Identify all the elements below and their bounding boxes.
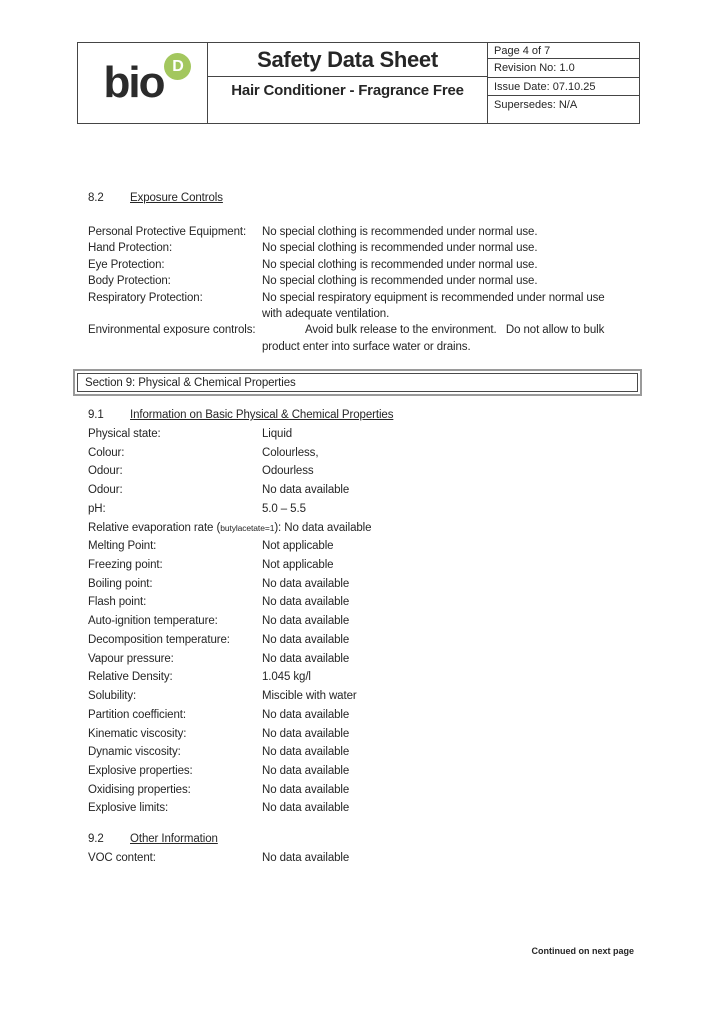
section-number: 9.1 [88, 409, 104, 421]
header-table [77, 42, 640, 124]
row-value: No data available [284, 521, 372, 534]
row-value: 1.045 kg/l [262, 671, 311, 684]
row-label: Flash point: [88, 596, 147, 609]
row-value: No special clothing is recommended under normal use. [262, 258, 538, 271]
row-value: No data available [262, 596, 350, 609]
section-title: Information on Basic Physical & Chemical Properties [130, 409, 394, 421]
row-label: Boiling point: [88, 577, 153, 590]
row-value: 5.0 – 5.5 [262, 502, 306, 515]
table-row [88, 290, 634, 323]
table-row [88, 500, 634, 519]
issue-date: Issue Date: 07.10.25 [488, 78, 639, 96]
row-value: No data available [262, 727, 350, 740]
row-label: Odour: [88, 484, 123, 497]
logo-d-badge [164, 53, 191, 80]
table-row [88, 556, 634, 575]
row-label: Respiratory Protection: [88, 291, 203, 304]
section-number: 9.2 [88, 833, 104, 845]
table-row [88, 631, 634, 650]
section-9-banner-text: Section 9: Physical & Chemical Properties [85, 376, 296, 389]
table-row [88, 650, 634, 669]
table-row [88, 462, 634, 481]
table-row [88, 575, 634, 594]
bio-d-logo [103, 57, 184, 107]
row-value: No data available [262, 652, 350, 665]
row-label: Physical state: [88, 428, 161, 440]
row-label: Personal Protective Equipment: [88, 226, 247, 238]
row-value: No data available [262, 633, 350, 646]
row-value: Miscible with water [262, 690, 357, 703]
row-value: Not applicable [262, 559, 334, 572]
row-label: Auto-ignition temperature: [88, 615, 218, 628]
physical-properties-list [88, 425, 634, 818]
row-label: Colour: [88, 446, 125, 459]
table-row [88, 725, 634, 744]
row-label: Hand Protection: [88, 242, 173, 255]
table-row [88, 273, 634, 289]
row-label: Freezing point: [88, 559, 163, 572]
table-row [88, 257, 634, 273]
row-value: Odourless [262, 465, 314, 478]
row-label: VOC content: [88, 852, 156, 864]
row-value: Colourless, [262, 446, 319, 459]
header-title-cell [208, 43, 488, 123]
table-row [88, 706, 634, 725]
row-value: No special clothing is recommended under normal use. [262, 275, 538, 288]
row-label-subscript: butylacetate=1 [220, 522, 275, 533]
row-label: Explosive limits: [88, 802, 169, 815]
row-value: Not applicable [262, 540, 334, 553]
document-title: Safety Data Sheet [208, 43, 487, 77]
row-label: Vapour pressure: [88, 652, 174, 665]
table-row-evaporation-rate [88, 519, 634, 538]
row-value: Avoid bulk release to the environment. Do not allow to bulk product enter into surface water or drains. [262, 324, 605, 353]
table-row [88, 322, 634, 355]
revision-number: Revision No: 1.0 [488, 59, 639, 78]
section-title: Other Information [130, 833, 218, 845]
row-label: Dynamic viscosity: [88, 746, 181, 759]
row-value: No data available [262, 802, 350, 815]
row-label: Odour: [88, 465, 123, 478]
page-number: Page 4 of 7 [488, 43, 639, 59]
row-value: No data available [262, 484, 350, 497]
row-label: Decomposition temperature: [88, 633, 230, 646]
row-value: No special clothing is recommended under normal use. [262, 242, 538, 255]
row-label: Body Protection: [88, 275, 171, 288]
table-row [88, 593, 634, 612]
row-value: Liquid [262, 428, 293, 440]
row-value: No data available [262, 615, 350, 628]
table-row [88, 537, 634, 556]
logo-bio-text: bio [103, 58, 164, 107]
row-label-suffix: ): [274, 521, 285, 534]
logo-d-letter: D [172, 57, 184, 75]
section-9-banner [77, 373, 638, 392]
table-row [88, 425, 634, 444]
section-9-1-heading [88, 407, 393, 423]
row-value: No data available [262, 577, 350, 590]
supersedes: Supersedes: N/A [494, 99, 578, 111]
section-title: Exposure Controls [130, 192, 223, 204]
table-row [88, 799, 634, 818]
row-value: No data available [262, 764, 350, 777]
row-label-prefix: Relative evaporation rate ( [88, 521, 221, 534]
row-label: pH: [88, 502, 106, 515]
section-8-2-heading [88, 190, 223, 206]
row-label: Oxidising properties: [88, 783, 191, 796]
table-row [88, 224, 634, 240]
row-label: Environmental exposure controls: [88, 324, 256, 337]
row-value: No special clothing is recommended under normal use. [262, 226, 538, 238]
section-number: 8.2 [88, 192, 104, 204]
row-value: No special respiratory equipment is recommended under normal use with adequate ventilation. [262, 291, 605, 321]
table-row [88, 762, 634, 781]
logo-cell [78, 43, 208, 123]
product-name: Hair Conditioner - Fragrance Free [231, 82, 464, 99]
row-label: Partition coefficient: [88, 708, 186, 721]
table-row [88, 687, 634, 706]
table-row [88, 612, 634, 631]
table-row [88, 781, 634, 800]
table-row [88, 668, 634, 687]
row-label: Relative Density: [88, 671, 173, 684]
row-label: Kinematic viscosity: [88, 727, 187, 740]
row-label: Explosive properties: [88, 764, 193, 777]
table-row-voc [88, 850, 634, 866]
table-row [88, 240, 634, 256]
row-value: No data available [262, 708, 350, 721]
exposure-controls-list [88, 224, 634, 355]
table-row [88, 743, 634, 762]
row-value: No data available [262, 783, 350, 796]
section-9-2-heading [88, 831, 218, 847]
row-value: No data available [262, 852, 350, 864]
row-label: Eye Protection: [88, 258, 165, 271]
row-label: Melting Point: [88, 540, 157, 553]
table-row [88, 444, 634, 463]
table-row [88, 481, 634, 500]
row-label: Solubility: [88, 690, 137, 703]
continued-note: Continued on next page [531, 946, 634, 956]
header-meta-cell [488, 43, 639, 123]
row-value: No data available [262, 746, 350, 759]
